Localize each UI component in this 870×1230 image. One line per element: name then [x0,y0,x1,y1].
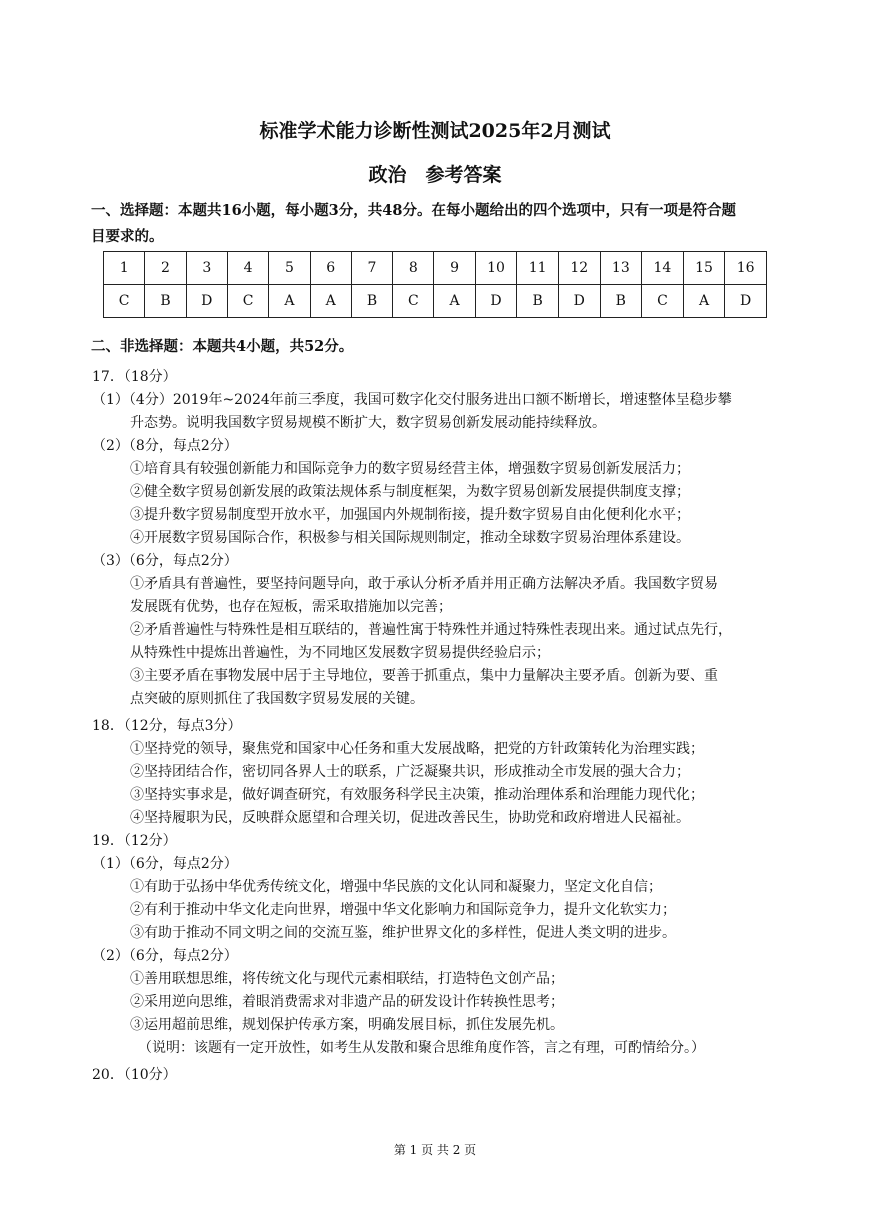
question-number-cell: 8 [393,252,434,285]
question-number-cell: 1 [104,252,145,285]
q19-part2-heading: （2）（6分，每点2分） [92,948,238,964]
answer-table [103,251,767,318]
page-subtitle: 政治 参考答案 [368,164,502,186]
q17-part3-point2-cont: 从特殊性中提炼出普遍性，为不同地区发展数字贸易提供经验启示； [130,645,550,661]
question-number-cell: 14 [642,252,684,285]
question-number-cell: 16 [725,252,767,285]
question-number-cell: 12 [558,252,600,285]
section1-heading-line2: 目要求的。 [91,228,164,245]
q17-part2-point1: ①培育具有较强创新能力和国际竞争力的数字贸易经营主体，增强数字贸易创新发展活力； [130,461,690,477]
q19-part1-point1: ①有助于弘扬中华优秀传统文化，增强中华民族的文化认同和凝聚力，坚定文化自信； [130,879,662,895]
answer-cell: D [475,285,517,318]
section2-heading: 二、非选择题：本题共4小题，共52分。 [91,338,354,355]
question-number-cell: 4 [227,252,268,285]
question-number-row [104,252,767,285]
answer-cell: D [725,285,767,318]
answer-cell: C [642,285,684,318]
section1-heading [91,198,791,250]
q18-point1: ①坚持党的领导，聚焦党和国家中心任务和重大发展战略，把党的方针政策转化为治理实践； [130,741,704,757]
q19-part2-point2: ②采用逆向思维，着眼消费需求对非遗产品的研发设计作转换性思考； [130,994,564,1010]
answer-cell: D [186,285,227,318]
answer-cell: B [600,285,642,318]
answer-cell: D [558,285,600,318]
answer-cell: A [683,285,725,318]
answer-cell: B [517,285,559,318]
q17-part2-point2: ②健全数字贸易创新发展的政策法规体系与制度框架，为数字贸易创新发展提供制度支撑； [130,484,690,500]
q17-part2-point4: ④开展数字贸易国际合作，积极参与相关国际规则制定，推动全球数字贸易治理体系建设。 [130,530,690,546]
question-number-cell: 3 [186,252,227,285]
q17-part3-point1: ①矛盾具有普遍性，要坚持问题导向，敢于承认分析矛盾并用正确方法解决矛盾。我国数字贸易 [130,576,718,592]
question-number-cell: 11 [517,252,559,285]
q19-part1-point3: ③有助于推动不同文明之间的交流互鉴，维护世界文化的多样性，促进人类文明的进步。 [130,925,676,941]
q17-part3-point3-cont: 点突破的原则抓住了我国数字贸易发展的关键。 [130,691,424,707]
q19-part2-point3: ③运用超前思维，规划保护传承方案，明确发展目标，抓住发展先机。 [130,1017,564,1033]
q19-part1-point2: ②有利于推动中华文化走向世界，增强中华文化影响力和国际竞争力，提升文化软实力； [130,902,676,918]
q20-heading: 20．（10分） [92,1067,177,1083]
question-number-cell: 2 [145,252,186,285]
q17-part3-heading: （3）（6分，每点2分） [92,553,238,569]
q17-part2-point3: ③提升数字贸易制度型开放水平，加强国内外规制衔接，提升数字贸易自由化便利化水平； [130,507,690,523]
question-number-cell: 9 [434,252,475,285]
answer-cell: A [269,285,310,318]
q17-part3-point1-cont: 发展既有优势，也存在短板，需采取措施加以完善； [130,599,452,615]
answer-row [104,285,767,318]
q17-heading: 17．（18分） [92,369,177,385]
section1-heading-line1: 一、选择题：本题共16小题，每小题3分，共48分。在每小题给出的四个选项中，只有一项是符合题 [91,202,736,219]
q18-point4: ④坚持履职为民，反映群众愿望和合理关切，促进改善民生，协助党和政府增进人民福祉。 [130,810,690,826]
page-title: 标准学术能力诊断性测试2025年2月测试 [259,120,611,142]
answer-cell: A [310,285,351,318]
answer-cell: C [227,285,268,318]
q19-part2-point1: ①善用联想思维，将传统文化与现代元素相联结，打造特色文创产品； [130,971,564,987]
q18-point2: ②坚持团结合作，密切同各界人士的联系，广泛凝聚共识，形成推动全市发展的强大合力； [130,764,690,780]
q18-heading: 18．（12分，每点3分） [92,718,242,734]
question-number-cell: 13 [600,252,642,285]
q17-part1: （1）（4分）2019年~2024年前三季度，我国可数字化交付服务进出口额不断增长，增速整体呈稳步攀 [92,392,732,408]
q17-part2-heading: （2）（8分，每点2分） [92,438,238,454]
question-number-cell: 6 [310,252,351,285]
page-footer: 第 1 页 共 2 页 [393,1143,477,1157]
question-number-cell: 15 [683,252,725,285]
answer-cell: B [145,285,186,318]
question-number-cell: 10 [475,252,517,285]
answer-cell: A [434,285,475,318]
answer-cell: C [104,285,145,318]
question-number-cell: 5 [269,252,310,285]
q17-part3-point3: ③主要矛盾在事物发展中居于主导地位，要善于抓重点，集中力量解决主要矛盾。创新为要、重 [130,668,718,684]
q17-part3-point2: ②矛盾普遍性与特殊性是相互联结的，普遍性寓于特殊性并通过特殊性表现出来。通过试点先行， [130,622,732,638]
answer-cell: B [351,285,392,318]
q19-part1-heading: （1）（6分，每点2分） [92,856,238,872]
q19-note: （说明：该题有一定开放性，如考生从发散和聚合思维角度作答，言之有理，可酌情给分。） [138,1040,705,1056]
q18-point3: ③坚持实事求是，做好调查研究，有效服务科学民主决策，推动治理体系和治理能力现代化； [130,787,704,803]
q19-heading: 19．（12分） [92,833,177,849]
q17-part1-cont: 升态势。说明我国数字贸易规模不断扩大，数字贸易创新发展动能持续释放。 [130,415,606,431]
answer-cell: C [393,285,434,318]
question-number-cell: 7 [351,252,392,285]
